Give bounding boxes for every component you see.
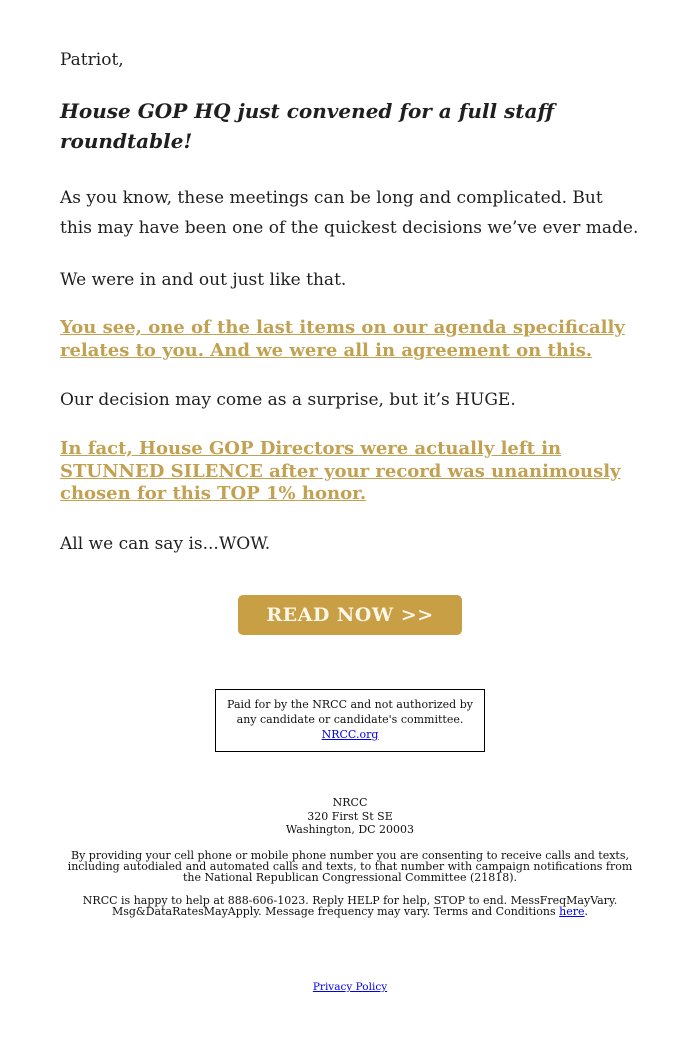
footer-address-city: Washington, DC 20003 xyxy=(285,823,415,837)
footer-org-name: NRCC xyxy=(332,795,368,809)
cta-row xyxy=(60,595,640,635)
terms-and-conditions-link[interactable]: here xyxy=(559,905,585,919)
paragraph-in-and-out: We were in and out just like that. xyxy=(60,269,347,290)
disclaimer-box xyxy=(215,689,485,752)
legal-help-text-prefix: NRCC is happy to help at 888-606-1023. Reply HELP for help, STOP to end. MessFreqMayVary. Msg&DataRatesMayApply. Message frequency may vary. Terms and Conditions xyxy=(82,894,618,919)
legal-help-text-suffix: . xyxy=(584,905,589,919)
paragraph-wow: All we can say is...WOW. xyxy=(60,533,271,554)
legal-help-text xyxy=(60,895,640,917)
paragraph-decision-huge: Our decision may come as a surprise, but it’s HUGE. xyxy=(60,390,516,411)
paragraph-meetings: As you know, these meetings can be long and complicated. But this may have been one of the quickest decisions we’ve ever made. xyxy=(60,188,639,238)
gold-link-paragraph-1 xyxy=(60,317,640,362)
legal-consent-text: By providing your cell phone or mobile phone number you are consenting to receive calls and texts, including autodialed and automated calls and texts, to that number with campaign notifications from the National Republican Congressional Committee (21818). xyxy=(67,849,633,885)
agenda-relates-to-you-link[interactable]: You see, one of the last items on our agenda specifically relates to you. And we were all in agreement on this. xyxy=(60,317,625,361)
headline-text: House GOP HQ just convened for a full staff roundtable! xyxy=(60,99,555,153)
privacy-row xyxy=(60,981,640,994)
gold-link-paragraph-2 xyxy=(60,438,640,506)
nrcc-org-link[interactable]: NRCC.org xyxy=(321,727,379,741)
footer-address-street: 320 First St SE xyxy=(307,809,393,823)
greeting-text: Patriot, xyxy=(60,50,124,70)
email-footer xyxy=(60,796,640,994)
privacy-policy-link[interactable]: Privacy Policy xyxy=(312,981,388,994)
stunned-silence-link[interactable]: In fact, House GOP Directors were actually left in STUNNED SILENCE after your record was unanimously chosen for this TOP 1% honor. xyxy=(60,438,621,504)
read-now-button[interactable]: READ NOW >> xyxy=(238,595,461,635)
disclaimer-text: Paid for by the NRCC and not authorized by any candidate or candidate's committee. xyxy=(227,698,473,727)
